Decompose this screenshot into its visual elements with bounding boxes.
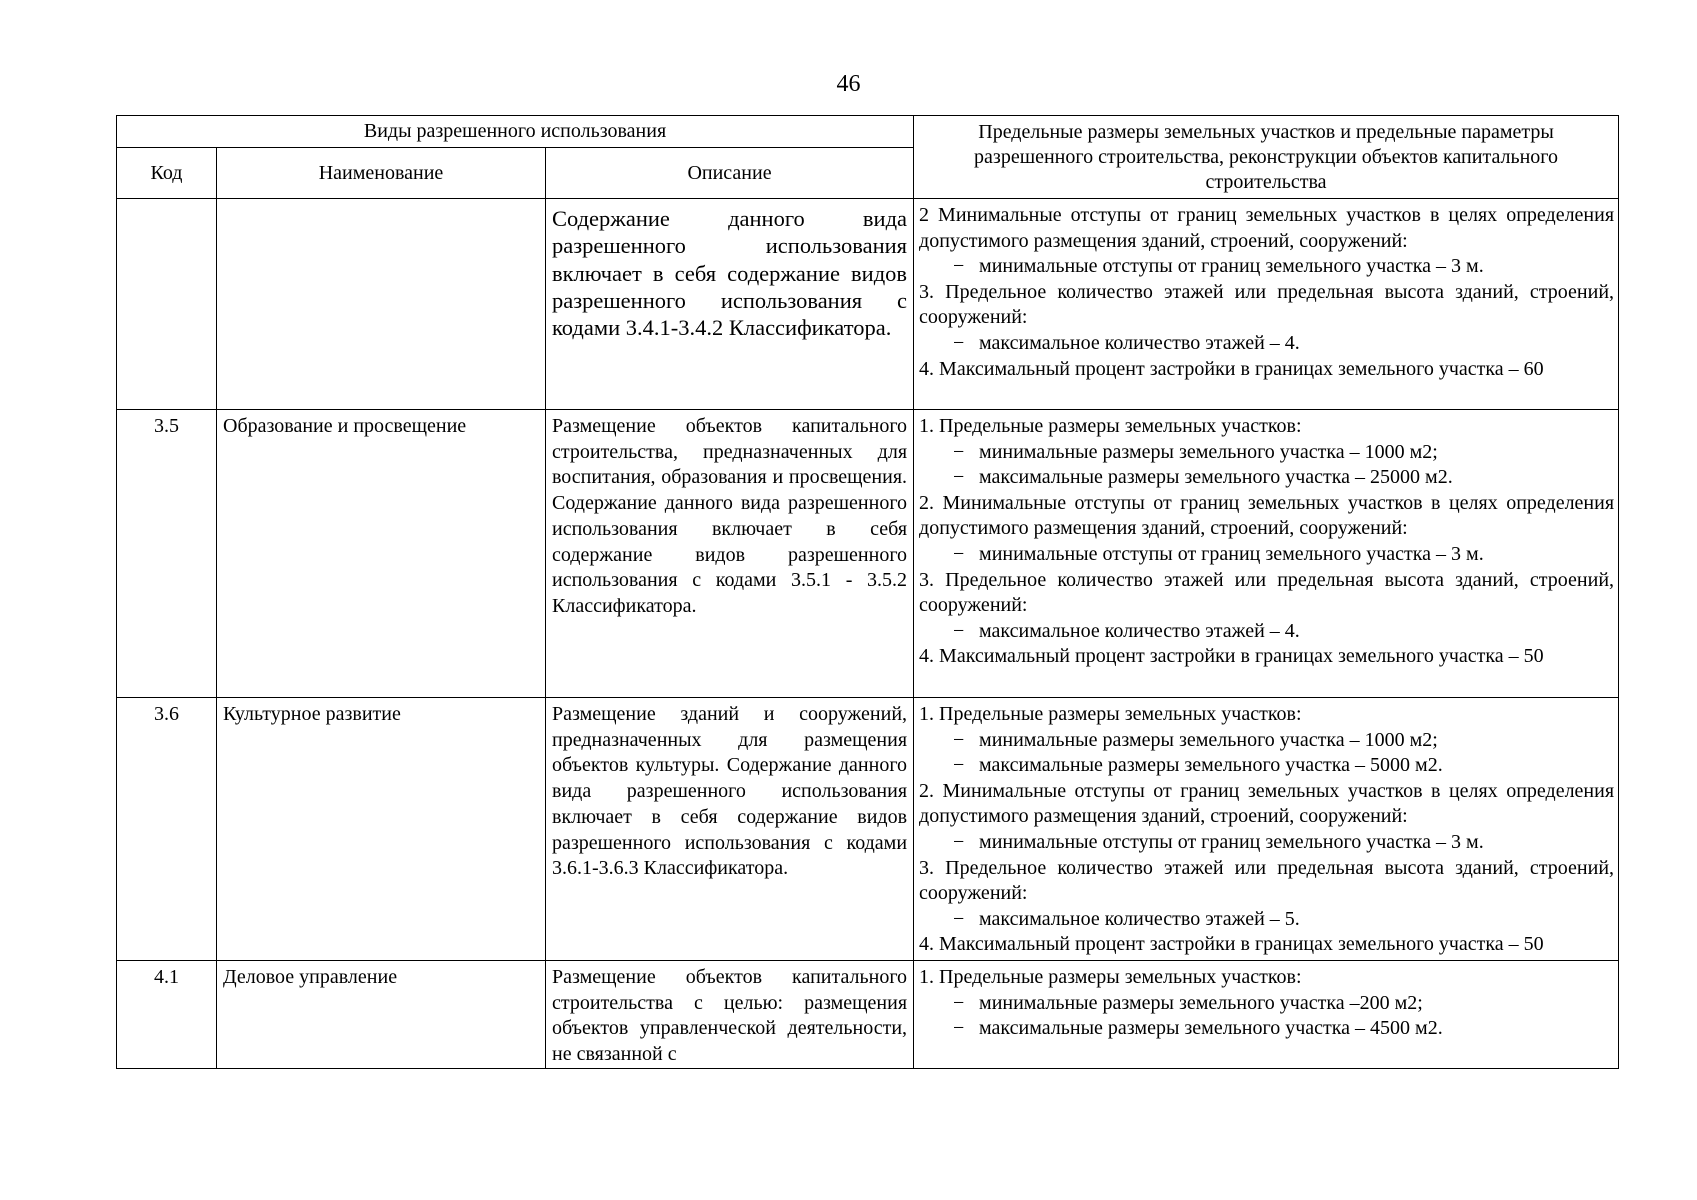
table-row [117,410,1619,698]
param-paragraph: 4. Максимальный процент застройки в границах земельного участка – 50 [919,645,1544,668]
row-code [117,199,217,410]
param-bullet-text: максимальные размеры земельного участка – 25000 м2. [979,466,1453,489]
dash-marker: − [953,754,965,777]
param-paragraph: 2. Минимальные отступы от границ земельных участков в целях определения допустимого размещения зданий, строений, сооружений: [919,779,1615,828]
row-name [217,199,546,410]
param-bullet-text: минимальные отступы от границ земельного участка – 3 м. [979,830,1484,853]
param-bullet [953,1016,1614,1042]
param-bullet [953,254,1614,280]
dash-marker: − [953,728,965,751]
row-params [914,410,1619,698]
param-bullet-text: минимальные отступы от границ земельного участка – 3 м. [979,255,1484,278]
header-description: Описание [546,148,914,199]
param-bullet [953,991,1614,1017]
param-bullet [953,619,1614,645]
dash-marker: − [953,907,965,930]
row-code: 3.6 [117,698,217,961]
row-description: Размещение зданий и сооружений, предназначенных для размещения объектов культуры. Содержание данного вида разрешенного использования включает в себя содержание видов разрешенного использования с кодами 3.6.1-3.6.3 Классификатора. [546,698,914,961]
header-group-right: Предельные размеры земельных участков и предельные параметры разрешенного строительства, реконструкции объектов капитального строительства [914,116,1619,199]
dash-marker: − [953,1017,965,1040]
param-paragraph: 3. Предельное количество этажей или предельная высота зданий, строений, сооружений: [919,568,1615,617]
param-bullet-text: минимальные размеры земельного участка – 1000 м2; [979,440,1438,463]
param-paragraph: 4. Максимальный процент застройки в границах земельного участка – 60 [919,357,1544,380]
header-name: Наименование [217,148,546,199]
row-params [914,698,1619,961]
table-row [117,698,1619,961]
param-paragraph: 1. Предельные размеры земельных участков: [919,966,1302,988]
param-bullet-text: максимальные размеры земельного участка – 5000 м2. [979,754,1443,777]
page-number: 46 [836,71,861,97]
dash-marker: − [953,440,965,463]
param-paragraph: 3. Предельное количество этажей или предельная высота зданий, строений, сооружений: [919,856,1615,905]
row-params [914,961,1619,1069]
param-bullet-text: максимальные размеры земельного участка – 4500 м2. [979,1017,1443,1040]
param-paragraph: 1. Предельные размеры земельных участков: [919,703,1302,725]
param-bullet [953,440,1614,466]
param-bullet [953,465,1614,491]
param-bullet [953,542,1614,568]
param-bullet [953,728,1614,754]
row-code: 4.1 [117,961,217,1069]
header-code: Код [117,148,217,199]
dash-marker: − [953,619,965,642]
table-row [117,199,1619,410]
param-bullet [953,907,1614,933]
param-bullet-text: максимальное количество этажей – 4. [979,331,1300,354]
dash-marker: − [953,331,965,354]
param-bullet-text: максимальное количество этажей – 5. [979,907,1300,930]
row-name: Культурное развитие [217,698,546,961]
param-bullet [953,830,1614,856]
param-bullet [953,753,1614,779]
param-paragraph: 1. Предельные размеры земельных участков: [919,415,1302,437]
dash-marker: − [953,542,965,565]
param-paragraph: 2. Минимальные отступы от границ земельных участков в целях определения допустимого размещения зданий, строений, сооружений: [919,491,1615,540]
dash-marker: − [953,830,965,853]
param-paragraph: 3. Предельное количество этажей или предельная высота зданий, строений, сооружений: [919,280,1615,329]
param-bullet-text: минимальные отступы от границ земельного участка – 3 м. [979,542,1484,565]
header-group-left: Виды разрешенного использования [117,116,914,148]
dash-marker: − [953,466,965,489]
row-description: Размещение объектов капитального строительства с целью: размещения объектов управленческой деятельности, не связанной с [546,961,914,1069]
row-name: Образование и просвещение [217,410,546,698]
row-name: Деловое управление [217,961,546,1069]
table-row [117,961,1619,1069]
row-code: 3.5 [117,410,217,698]
param-bullet [953,331,1614,357]
param-paragraph: 2 Минимальные отступы от границ земельных участков в целях определения допустимого размещения зданий, строений, сооружений: [919,204,1615,252]
dash-marker: − [953,991,965,1014]
param-bullet-text: минимальные размеры земельного участка – 1000 м2; [979,728,1438,751]
dash-marker: − [953,255,965,278]
param-bullet-text: минимальные размеры земельного участка –200 м2; [979,991,1423,1014]
param-paragraph: 4. Максимальный процент застройки в границах земельного участка – 50 [919,933,1544,956]
row-description: Содержание данного вида разрешенного использования включает в себя содержание видов разрешенного использования с кодами 3.4.1-3.4.2 Классификатора. [546,199,914,410]
row-params [914,199,1619,410]
row-description: Размещение объектов капитального строительства, предназначенных для воспитания, образования и просвещения. Содержание данного вида разрешенного использования включает в себя содержание видов разрешенного использования с кодами 3.5.1 - 3.5.2 Классификатора. [546,410,914,698]
land-use-table [116,115,1619,1069]
param-bullet-text: максимальное количество этажей – 4. [979,619,1300,642]
